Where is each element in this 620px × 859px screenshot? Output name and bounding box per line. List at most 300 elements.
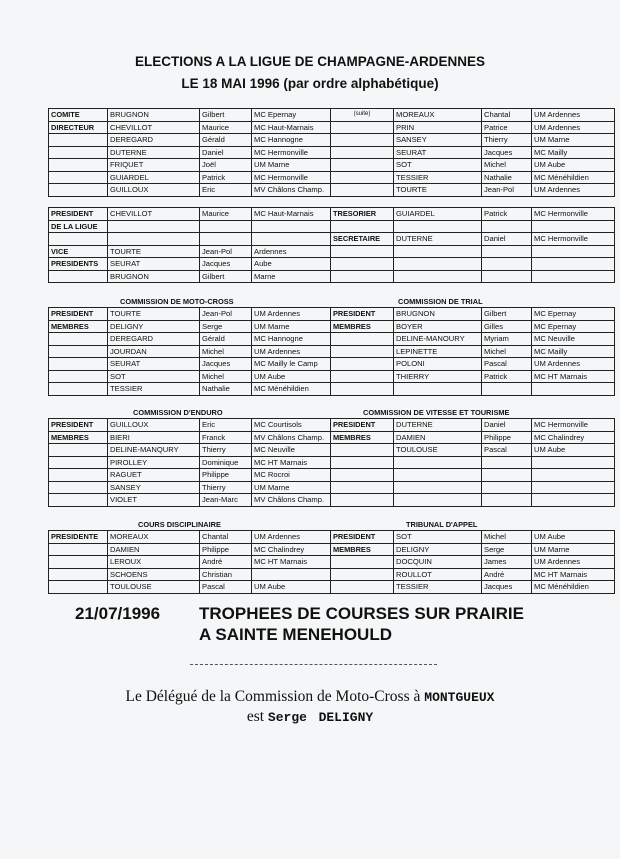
role-cell [49, 333, 108, 346]
role-cell [331, 121, 394, 134]
firstname-cell: Serge [200, 320, 252, 333]
firstname-cell: Jacques [482, 146, 532, 159]
role-cell [49, 233, 108, 246]
club-cell: UM Aube [532, 159, 615, 172]
role-cell [49, 159, 108, 172]
firstname-cell: Jacques [200, 358, 252, 371]
name-cell: BOYER [394, 320, 482, 333]
name-cell: SCHOENS [108, 568, 200, 581]
club-cell: UM Marne [252, 320, 331, 333]
role-cell: MEMBRES [49, 431, 108, 444]
name-cell: TOULOUSE [108, 581, 200, 594]
club-cell: UM Ardennes [252, 531, 331, 544]
club-cell [532, 270, 615, 283]
name-cell: CHEVILLOT [108, 121, 200, 134]
divider [190, 664, 437, 665]
name-cell [394, 383, 482, 396]
role-cell [331, 220, 394, 233]
trial-caption: COMMISSION DE TRIAL [398, 297, 483, 306]
club-cell: MC Chalindrey [252, 543, 331, 556]
role-cell: PRESIDENT [331, 419, 394, 432]
club-cell [532, 258, 615, 271]
club-cell: MV Châlons Champ. [252, 431, 331, 444]
name-cell: SOT [394, 531, 482, 544]
club-cell [532, 220, 615, 233]
firstname-cell: Michel [200, 345, 252, 358]
firstname-cell [482, 456, 532, 469]
firstname-cell: Michel [482, 345, 532, 358]
enduro-vitesse-table [48, 418, 615, 507]
name-cell: THIERRY [394, 370, 482, 383]
table-row [49, 109, 615, 122]
trophee-date: 21/07/1996 [75, 604, 161, 623]
role-cell [331, 358, 394, 371]
name-cell: SANSEY [108, 481, 200, 494]
role-cell [331, 456, 394, 469]
table-row [49, 543, 615, 556]
name-cell: SEURAT [394, 146, 482, 159]
role-cell: PRESIDENT [331, 531, 394, 544]
table-row [49, 481, 615, 494]
firstname-cell [482, 383, 532, 396]
footer-line2 [0, 708, 620, 726]
club-cell [252, 233, 331, 246]
role-cell [49, 444, 108, 457]
role-cell [49, 184, 108, 197]
club-cell: UM Aube [532, 531, 615, 544]
firstname-cell: Philippe [200, 469, 252, 482]
name-cell: DELIGNY [108, 320, 200, 333]
firstname-cell: Patrice [482, 121, 532, 134]
role-cell: VICE [49, 245, 108, 258]
comite-table [48, 108, 615, 197]
table-row [49, 146, 615, 159]
table-row [49, 444, 615, 457]
table-row [49, 208, 615, 221]
firstname-cell: Dominique [200, 456, 252, 469]
club-cell: MC Hermonville [532, 208, 615, 221]
role-cell [331, 581, 394, 594]
name-cell: GUILLOUX [108, 419, 200, 432]
firstname-cell: Patrick [200, 171, 252, 184]
club-cell [532, 481, 615, 494]
firstname-cell: Gilbert [482, 308, 532, 321]
role-cell [49, 345, 108, 358]
role-cell: MEMBRES [331, 543, 394, 556]
role-cell: PRESIDENTE [49, 531, 108, 544]
club-cell: MC HT Marnais [252, 456, 331, 469]
firstname-cell: Gilles [482, 320, 532, 333]
club-cell: MC Neuville [252, 444, 331, 457]
table-row [49, 370, 615, 383]
motocross-trial-table [48, 307, 615, 396]
club-cell: MC Rocroi [252, 469, 331, 482]
role-cell: (suite) [331, 109, 394, 122]
club-cell: MC Hannogne [252, 333, 331, 346]
name-cell: DUTERNE [108, 146, 200, 159]
role-cell: MEMBRES [331, 320, 394, 333]
firstname-cell: Christian [200, 568, 252, 581]
club-cell [532, 245, 615, 258]
enduro-caption: COMMISSION D'ENDURO [133, 408, 223, 417]
name-cell: BRUGNON [394, 308, 482, 321]
name-cell [108, 220, 200, 233]
name-cell: DOCQUIN [394, 556, 482, 569]
name-cell: DUTERNE [394, 419, 482, 432]
role-cell [49, 556, 108, 569]
firstname-cell [482, 481, 532, 494]
firstname-cell: Myriam [482, 333, 532, 346]
role-cell [331, 556, 394, 569]
club-cell: MC Epernay [532, 308, 615, 321]
firstname-cell [482, 270, 532, 283]
club-cell: UM Marne [252, 159, 331, 172]
club-cell: MC Haut-Marnais [252, 208, 331, 221]
club-cell: MC Hermonville [532, 233, 615, 246]
firstname-cell: Jean-Pol [200, 308, 252, 321]
role-cell: PRESIDENT [49, 208, 108, 221]
name-cell [394, 270, 482, 283]
club-cell: MC Ménéhildien [532, 581, 615, 594]
name-cell: ROULLOT [394, 568, 482, 581]
footer-last-name: DELIGNY [318, 710, 374, 725]
role-cell [331, 270, 394, 283]
firstname-cell: Thierry [200, 444, 252, 457]
name-cell: TESSIER [394, 171, 482, 184]
club-cell: MC Hermonville [252, 146, 331, 159]
firstname-cell: Thierry [482, 134, 532, 147]
role-cell [331, 494, 394, 507]
name-cell [394, 481, 482, 494]
name-cell [394, 245, 482, 258]
club-cell: MC Mailly [532, 345, 615, 358]
club-cell: MC Epernay [532, 320, 615, 333]
role-cell [49, 456, 108, 469]
club-cell: UM Ardennes [532, 184, 615, 197]
firstname-cell: Daniel [200, 146, 252, 159]
name-cell: BRUGNON [108, 270, 200, 283]
role-cell [331, 171, 394, 184]
role-cell [331, 245, 394, 258]
club-cell: MC Mailly le Camp [252, 358, 331, 371]
firstname-cell [482, 494, 532, 507]
club-cell: UM Ardennes [252, 308, 331, 321]
firstname-cell: Michel [482, 531, 532, 544]
role-cell [331, 370, 394, 383]
table-row [49, 134, 615, 147]
firstname-cell: Maurice [200, 121, 252, 134]
firstname-cell: Thierry [200, 481, 252, 494]
club-cell [532, 383, 615, 396]
name-cell [394, 220, 482, 233]
table-row [49, 556, 615, 569]
name-cell: DAMIEN [108, 543, 200, 556]
firstname-cell [200, 233, 252, 246]
club-cell: MC Haut-Marnais [252, 121, 331, 134]
trophee-line2: A SAINTE MENEHOULD [199, 625, 392, 644]
club-cell: UM Marne [252, 481, 331, 494]
role-cell: DE LA LIGUE [49, 220, 108, 233]
role-cell: MEMBRES [49, 320, 108, 333]
firstname-cell: Philippe [200, 543, 252, 556]
name-cell: POLONI [394, 358, 482, 371]
club-cell: UM Aube [252, 581, 331, 594]
club-cell: UM Ardennes [532, 358, 615, 371]
role-cell [331, 258, 394, 271]
name-cell: LEPINETTE [394, 345, 482, 358]
club-cell: UM Aube [532, 444, 615, 457]
table-row [49, 220, 615, 233]
name-cell: TESSIER [394, 581, 482, 594]
club-cell: MC Hermonville [532, 419, 615, 432]
club-cell: MC HT Marnais [532, 370, 615, 383]
role-cell [49, 469, 108, 482]
club-cell: MC Ménéhildien [532, 171, 615, 184]
table-row [49, 568, 615, 581]
name-cell: DELINE-MANOURY [394, 333, 482, 346]
club-cell: MC Hannogne [252, 134, 331, 147]
name-cell: RAGUET [108, 469, 200, 482]
role-cell: PRESIDENT [331, 308, 394, 321]
table-row [49, 270, 615, 283]
role-cell [49, 171, 108, 184]
firstname-cell: Serge [482, 543, 532, 556]
club-cell: Ardennes [252, 245, 331, 258]
role-cell: PRESIDENTS [49, 258, 108, 271]
discipline-caption: COURS DISCIPLINAIRE [138, 520, 221, 529]
footer-line1 [0, 688, 620, 706]
name-cell: BRUGNON [108, 109, 200, 122]
firstname-cell: Michel [482, 159, 532, 172]
trophee-line1: TROPHEES DE COURSES SUR PRAIRIE [199, 604, 524, 623]
table-row [49, 333, 615, 346]
name-cell: SOT [108, 370, 200, 383]
club-cell: UM Ardennes [532, 121, 615, 134]
firstname-cell: Jean-Marc [200, 494, 252, 507]
firstname-cell: Chantal [482, 109, 532, 122]
name-cell [394, 469, 482, 482]
club-cell [532, 494, 615, 507]
name-cell [394, 456, 482, 469]
role-cell [331, 146, 394, 159]
firstname-cell [200, 220, 252, 233]
name-cell: CHEVILLOT [108, 208, 200, 221]
name-cell: MOREAUX [108, 531, 200, 544]
table-row [49, 494, 615, 507]
club-cell [252, 220, 331, 233]
table-row [49, 469, 615, 482]
firstname-cell [482, 245, 532, 258]
table-row [49, 383, 615, 396]
name-cell [108, 233, 200, 246]
role-cell: TRESORIER [331, 208, 394, 221]
firstname-cell: Daniel [482, 419, 532, 432]
role-cell [49, 581, 108, 594]
firstname-cell: André [482, 568, 532, 581]
role-cell [331, 481, 394, 494]
name-cell: SEURAT [108, 358, 200, 371]
name-cell: MOREAUX [394, 109, 482, 122]
club-cell: MC HT Marnais [532, 568, 615, 581]
name-cell: TESSIER [108, 383, 200, 396]
club-cell [532, 456, 615, 469]
role-cell [331, 134, 394, 147]
name-cell: SEURAT [108, 258, 200, 271]
role-cell: DIRECTEUR [49, 121, 108, 134]
club-cell: Marne [252, 270, 331, 283]
club-cell: MC Mailly [532, 146, 615, 159]
table-row [49, 121, 615, 134]
name-cell: DELIGNY [394, 543, 482, 556]
firstname-cell: Pascal [482, 358, 532, 371]
club-cell: UM Marne [532, 134, 615, 147]
role-cell [331, 159, 394, 172]
motocross-caption: COMMISSION DE MOTO-CROSS [120, 297, 234, 306]
name-cell: SANSEY [394, 134, 482, 147]
footer-line2-prefix: est [246, 708, 268, 725]
club-cell: UM Marne [532, 543, 615, 556]
role-cell [49, 568, 108, 581]
table-row [49, 581, 615, 594]
club-cell: MV Châlons Champ. [252, 494, 331, 507]
firstname-cell: Maurice [200, 208, 252, 221]
role-cell [49, 383, 108, 396]
role-cell [49, 543, 108, 556]
firstname-cell: Jean-Pol [482, 184, 532, 197]
document-title: ELECTIONS A LA LIGUE DE CHAMPAGNE-ARDENNES [134, 54, 485, 69]
table-row [49, 308, 615, 321]
role-cell [331, 383, 394, 396]
role-cell [49, 134, 108, 147]
role-cell: PRESIDENT [49, 308, 108, 321]
role-cell [49, 494, 108, 507]
club-cell: UM Ardennes [532, 109, 615, 122]
name-cell: LEROUX [108, 556, 200, 569]
name-cell: PRIN [394, 121, 482, 134]
name-cell: PIROLLEY [108, 456, 200, 469]
name-cell: GUIARDEL [394, 208, 482, 221]
name-cell: TOULOUSE [394, 444, 482, 457]
club-cell: MC Epernay [252, 109, 331, 122]
firstname-cell: Gilbert [200, 270, 252, 283]
role-cell [331, 568, 394, 581]
table-row [49, 258, 615, 271]
role-cell [331, 469, 394, 482]
firstname-cell: Joël [200, 159, 252, 172]
table-row [49, 245, 615, 258]
role-cell: MEMBRES [331, 431, 394, 444]
club-cell: UM Ardennes [532, 556, 615, 569]
firstname-cell: Michel [200, 370, 252, 383]
firstname-cell: Gérald [200, 134, 252, 147]
club-cell: MC Chalindrey [532, 431, 615, 444]
firstname-cell: Eric [200, 184, 252, 197]
club-cell: MC Hermonville [252, 171, 331, 184]
name-cell [394, 258, 482, 271]
name-cell: JOURDAN [108, 345, 200, 358]
firstname-cell: Patrick [482, 208, 532, 221]
table-row [49, 320, 615, 333]
role-cell: SECRETAIRE [331, 233, 394, 246]
table-row [49, 431, 615, 444]
name-cell: DEREGARD [108, 333, 200, 346]
club-cell: UM Aube [252, 370, 331, 383]
firstname-cell: Nathalie [482, 171, 532, 184]
firstname-cell: Franck [200, 431, 252, 444]
firstname-cell: Patrick [482, 370, 532, 383]
role-cell [49, 358, 108, 371]
name-cell: TOURTE [108, 245, 200, 258]
firstname-cell: Jacques [482, 581, 532, 594]
table-row [49, 419, 615, 432]
name-cell: TOURTE [108, 308, 200, 321]
firstname-cell: Gilbert [200, 109, 252, 122]
name-cell: BIERI [108, 431, 200, 444]
role-cell [49, 481, 108, 494]
club-cell: Aube [252, 258, 331, 271]
name-cell: DELINE-MANQURY [108, 444, 200, 457]
club-cell: MC Ménéhildien [252, 383, 331, 396]
table-row [49, 358, 615, 371]
club-cell: MC HT Marnais [252, 556, 331, 569]
firstname-cell: Pascal [482, 444, 532, 457]
role-cell [331, 345, 394, 358]
firstname-cell: Pascal [200, 581, 252, 594]
name-cell [394, 494, 482, 507]
name-cell: DUTERNE [394, 233, 482, 246]
name-cell: FRIQUET [108, 159, 200, 172]
name-cell: DEREGARD [108, 134, 200, 147]
footer-first-name: Serge [267, 710, 307, 725]
firstname-cell: Jean-Pol [200, 245, 252, 258]
table-row [49, 159, 615, 172]
footer-place: MONTGUEUX [424, 690, 495, 705]
discipline-appel-table [48, 530, 615, 594]
role-cell [49, 370, 108, 383]
name-cell: GUIARDEL [108, 171, 200, 184]
table-row [49, 531, 615, 544]
role-cell [331, 333, 394, 346]
table-row [49, 233, 615, 246]
role-cell [49, 146, 108, 159]
firstname-cell [482, 220, 532, 233]
firstname-cell: Chantal [200, 531, 252, 544]
bureau-table [48, 207, 615, 283]
club-cell: MC Neuville [532, 333, 615, 346]
table-row [49, 345, 615, 358]
firstname-cell: Jacques [200, 258, 252, 271]
firstname-cell: Philippe [482, 431, 532, 444]
vitesse-caption: COMMISSION DE VITESSE ET TOURISME [363, 408, 510, 417]
firstname-cell: Eric [200, 419, 252, 432]
table-row [49, 171, 615, 184]
appel-caption: TRIBUNAL D'APPEL [406, 520, 478, 529]
firstname-cell [482, 258, 532, 271]
club-cell [252, 568, 331, 581]
firstname-cell: André [200, 556, 252, 569]
name-cell: DAMIEN [394, 431, 482, 444]
role-cell: COMITE [49, 109, 108, 122]
name-cell: GUILLOUX [108, 184, 200, 197]
name-cell: TOURTE [394, 184, 482, 197]
name-cell: VIOLET [108, 494, 200, 507]
document-subtitle: LE 18 MAI 1996 (par ordre alphabétique) [181, 76, 439, 91]
role-cell [331, 444, 394, 457]
firstname-cell [482, 469, 532, 482]
role-cell [49, 270, 108, 283]
name-cell: SOT [394, 159, 482, 172]
table-row [49, 456, 615, 469]
